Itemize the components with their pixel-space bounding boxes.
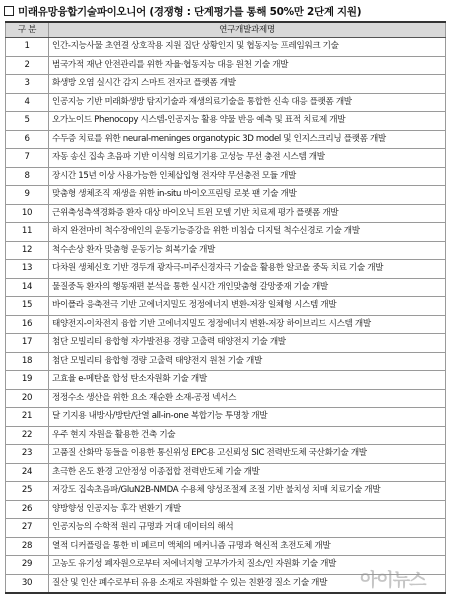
project-name: 인공지능 기반 미래화생방 탐지기술과 재생의료기술을 통합한 신속 대응 플랫폼 개발 [49,93,446,112]
row-number: 17 [6,334,49,353]
table-row [6,149,446,168]
row-number: 28 [6,537,49,556]
header-category: 구 분 [6,22,49,38]
watermark-logo: 아이뉴스 [360,570,426,591]
project-name: 정정수소 생산을 위한 요소 재순환 소재-공정 넥서스 [49,389,446,408]
row-number: 26 [6,500,49,519]
row-number: 25 [6,482,49,501]
table-row [6,223,446,242]
table-row [6,241,446,260]
row-number: 1 [6,38,49,57]
project-name: 자동 송신 집속 초음파 기반 이식형 의료기기용 고성능 무선 충전 시스템 개발 [49,149,446,168]
row-number: 11 [6,223,49,242]
table-row [6,463,446,482]
table-row [6,93,446,112]
row-number: 23 [6,445,49,464]
project-name: 근위축성측색경화증 환자 대상 바이오닉 트윈 모델 기반 치료제 평가 플랫폼 개발 [49,204,446,223]
header-project-name: 연구개발과제명 [49,22,446,38]
row-number: 8 [6,167,49,186]
table-row [6,204,446,223]
project-name: 화생방 오염 실시간 감지 스마트 전자코 플랫폼 개발 [49,75,446,94]
table-row [6,426,446,445]
row-number: 14 [6,278,49,297]
project-name: 초극한 온도 환경 고안정성 이종접합 전력반도체 기술 개발 [49,463,446,482]
project-name: 열적 디커플링을 통한 비 페르미 액체의 메커니즘 규명과 혁신적 초전도체 개발 [49,537,446,556]
row-number: 6 [6,130,49,149]
project-name: 질산 및 인산 폐수로부터 유용 소재로 자원화할 수 있는 친환경 질소 기술 개발 [49,574,446,593]
table-row [6,315,446,334]
project-name: 척수손상 환자 맞춤형 운동기능 회복기술 개발 [49,241,446,260]
table-row [6,352,446,371]
table-row [6,445,446,464]
project-name: 첨단 모빌리티 융합형 자가발전용 경량 고출력 태양전지 기술 개발 [49,334,446,353]
row-number: 3 [6,75,49,94]
row-number: 2 [6,56,49,75]
row-number: 29 [6,556,49,575]
row-number: 22 [6,426,49,445]
project-name: 수두증 치료를 위한 neural-meninges organotypic 3D model 및 인지스크리닝 플랫폼 개발 [49,130,446,149]
row-number: 13 [6,260,49,279]
project-name: 양방향성 인공지능 후각 변환기 개발 [49,500,446,519]
rnd-project-table [5,21,446,594]
table-row [6,278,446,297]
table-row [6,38,446,57]
table-row [6,297,446,316]
row-number: 24 [6,463,49,482]
project-name: 장시간 15년 이상 사용가능한 인체삽입형 전자약 무선충전 모듈 개발 [49,167,446,186]
row-number: 30 [6,574,49,593]
project-name: 하지 완전마비 척수장애인의 운동기능증강을 위한 비침습 디지털 척수신경로 기술 개발 [49,223,446,242]
row-number: 16 [6,315,49,334]
project-name: 인공지능의 수학적 원리 규명과 거대 데이터의 해석 [49,519,446,538]
table-row [6,112,446,131]
table-row [6,537,446,556]
project-name: 우주 현지 자원을 활용한 건축 기술 [49,426,446,445]
row-number: 9 [6,186,49,205]
table-row [6,371,446,390]
project-name: 고농도 유기성 폐자원으로부터 저에너지형 고부가가치 질소/인 자원화 기술 개발 [49,556,446,575]
project-name: 물질중독 환자의 행동재편 분석을 통한 실시간 개인맞춤형 갈망중재 기술 개발 [49,278,446,297]
table-row [6,408,446,427]
table-row [6,75,446,94]
section-title-text: 미래유망융합기술파이오니어 (경쟁형 : 단계평가를 통해 50%만 2단계 지원) [18,5,362,18]
row-number: 5 [6,112,49,131]
project-name: 저강도 집속초음파/GluN2B-NMDA 수용체 양성조절제 조절 기반 불치성 치매 치료기술 개발 [49,482,446,501]
row-number: 20 [6,389,49,408]
row-number: 12 [6,241,49,260]
project-name: 달 기지용 내방사/방탄/단열 all-in-one 복합기능 투명창 개발 [49,408,446,427]
row-number: 21 [6,408,49,427]
project-name: 인간-지능사물 초연결 상호작용 지원 집단 상황인지 및 협동지능 프레임워크 기술 [49,38,446,57]
project-name: 범국가적 재난 안전관리를 위한 자율·협동지능 대응 원천 기술 개발 [49,56,446,75]
table-row [6,389,446,408]
project-name: 고품질 산화막 동들을 이용한 통신위성 EPC용 고신뢰성 SIC 전력반도체 국산화기술 개발 [49,445,446,464]
table-row [6,482,446,501]
table-row [6,186,446,205]
row-number: 18 [6,352,49,371]
row-number: 4 [6,93,49,112]
project-name: 고효율 e-메탄올 합성 탄소자원화 기술 개발 [49,371,446,390]
checkbox-square-icon [4,6,14,16]
row-number: 10 [6,204,49,223]
table-row [6,519,446,538]
row-number: 27 [6,519,49,538]
row-number: 19 [6,371,49,390]
project-name: 오가노이드 Phenocopy 시스템-인공지능 활용 약물 반응 예측 및 표적 치료제 개발 [49,112,446,131]
row-number: 15 [6,297,49,316]
project-name: 첨단 모빌리티 융합형 경량 고출력 태양전지 원천 기술 개발 [49,352,446,371]
project-name: 맞춤형 생체조직 재생을 위한 in-situ 바이오프린팅 로봇 팬 기술 개발 [49,186,446,205]
table-header-row [6,22,446,38]
table-row [6,334,446,353]
table-row [6,167,446,186]
section-title [4,3,361,19]
table-row [6,56,446,75]
project-name: 바이폴라 응축전극 기반 고에너지밀도 정정에너지 변환-저장 일체형 시스템 개발 [49,297,446,316]
table-row [6,260,446,279]
row-number: 7 [6,149,49,168]
project-name: 다차원 생체신호 기반 경두개 광자극-미주신경자극 기술을 활용한 알코올 중독 치료 기술 개발 [49,260,446,279]
project-name: 태양전지-이차전지 융합 기반 고에너지밀도 정정에너지 변환-저장 하이브리드 시스템 개발 [49,315,446,334]
table-row [6,130,446,149]
table-row [6,500,446,519]
